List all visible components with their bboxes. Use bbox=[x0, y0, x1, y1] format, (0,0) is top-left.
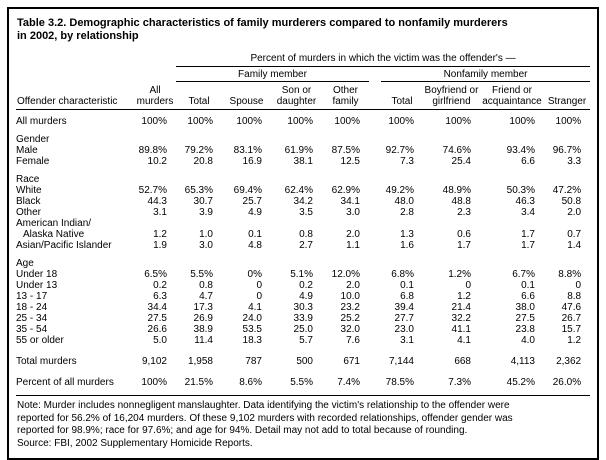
row-label: All murders bbox=[16, 116, 67, 127]
column-gap bbox=[369, 67, 381, 82]
note-line: reported for 98.9%; race for 97.6%; and age for 94%. Detail may not add to total because of rounding. bbox=[17, 425, 468, 436]
row-label: Under 18 bbox=[16, 269, 58, 280]
column-header-son-or-daughter: Son or daughter bbox=[271, 82, 322, 110]
header-spacer bbox=[16, 67, 176, 82]
cell: 0.8 bbox=[199, 280, 213, 291]
row-label: 13 - 17 bbox=[16, 291, 48, 302]
table-row bbox=[16, 145, 590, 156]
cell: 0.2 bbox=[299, 280, 313, 291]
note-line: reported for 56.2% of 16,204 murders. Of these 9,102 murders with recorded relationships, offender gender was bbox=[17, 412, 513, 424]
cell: 23.0 bbox=[394, 324, 414, 335]
table-row bbox=[16, 185, 590, 196]
cell: 11.4 bbox=[194, 335, 213, 346]
cell: 100% bbox=[334, 116, 360, 127]
cell: 33.9 bbox=[293, 313, 313, 324]
cell: 38.0 bbox=[515, 302, 535, 313]
cell: 100% bbox=[141, 377, 167, 388]
cell: 7.3 bbox=[400, 156, 414, 167]
column-gap bbox=[369, 324, 381, 335]
table-row bbox=[16, 207, 590, 218]
cell bbox=[271, 251, 322, 269]
cell: 0.7 bbox=[567, 229, 582, 240]
table-row bbox=[16, 313, 590, 324]
cell: 27.5 bbox=[515, 313, 535, 324]
column-gap bbox=[369, 145, 381, 156]
cell: 0.6 bbox=[457, 229, 471, 240]
nonfamily-group-header: Nonfamily member bbox=[381, 67, 590, 82]
cell bbox=[423, 251, 480, 269]
row-label: Gender bbox=[16, 134, 50, 145]
table-title-line1: Table 3.2. Demographic characteristics of family murderers compared to nonfamily murderers bbox=[17, 17, 508, 29]
cell: 61.9% bbox=[284, 145, 313, 156]
cell: 3.4 bbox=[521, 207, 535, 218]
cell: 0.8 bbox=[299, 229, 313, 240]
column-header-boyfriend-or-girlfriend: Boyfriend or girlfriend bbox=[423, 82, 480, 110]
cell: 27.5 bbox=[147, 313, 167, 324]
cell: 2,362 bbox=[556, 356, 582, 367]
cell: 6.6 bbox=[521, 291, 535, 302]
cell bbox=[322, 127, 369, 145]
cell: 0 bbox=[256, 291, 262, 302]
row-label: Black bbox=[16, 196, 41, 207]
cell: 34.2 bbox=[293, 196, 313, 207]
cell: 1.1 bbox=[346, 240, 360, 251]
row-label: Under 13 bbox=[16, 280, 58, 291]
cell: 0.2 bbox=[153, 280, 167, 291]
cell bbox=[222, 251, 271, 269]
cell: 49.2% bbox=[385, 185, 414, 196]
cell: 26.9 bbox=[193, 313, 213, 324]
cell: 92.7% bbox=[385, 145, 414, 156]
column-gap bbox=[369, 313, 381, 324]
cell: 25.4 bbox=[451, 156, 471, 167]
cell: 3.0 bbox=[199, 240, 213, 251]
table-row bbox=[16, 218, 590, 240]
cell: 7.3% bbox=[448, 377, 471, 388]
cell: 4.1 bbox=[248, 302, 262, 313]
table-row bbox=[16, 324, 590, 335]
header-spacer bbox=[16, 53, 176, 67]
cell: 500 bbox=[296, 356, 313, 367]
cell: 25.0 bbox=[293, 324, 313, 335]
cell bbox=[222, 127, 271, 145]
column-header-nonfamily-total: Total bbox=[381, 82, 423, 110]
cell: 4.1 bbox=[457, 335, 471, 346]
cell: 100% bbox=[509, 116, 535, 127]
table-row bbox=[16, 367, 590, 388]
cell: 6.6 bbox=[521, 156, 535, 167]
cell: 4,113 bbox=[510, 356, 535, 367]
column-gap bbox=[369, 207, 381, 218]
cell: 2.8 bbox=[400, 207, 414, 218]
cell: 34.1 bbox=[340, 196, 360, 207]
cell: 69.4% bbox=[233, 185, 262, 196]
cell bbox=[176, 127, 222, 145]
table-row bbox=[16, 269, 590, 280]
cell: 100% bbox=[555, 116, 582, 127]
cell bbox=[480, 251, 544, 269]
cell: 2.0 bbox=[346, 280, 360, 291]
row-label: Race bbox=[16, 174, 40, 185]
cell bbox=[271, 127, 322, 145]
cell: 2.0 bbox=[346, 229, 360, 240]
cell bbox=[423, 167, 480, 185]
cell: 24.0 bbox=[242, 313, 262, 324]
table-row bbox=[16, 240, 590, 251]
cell: 1.2 bbox=[567, 335, 582, 346]
table-row bbox=[16, 251, 590, 269]
cell: 4.9 bbox=[248, 207, 262, 218]
cell: 47.2% bbox=[552, 185, 582, 196]
row-label: Female bbox=[16, 156, 50, 167]
column-gap bbox=[369, 251, 381, 269]
cell: 32.2 bbox=[451, 313, 471, 324]
cell: 0 bbox=[575, 280, 582, 291]
column-gap bbox=[369, 335, 381, 346]
row-label: 18 - 24 bbox=[16, 302, 48, 313]
column-header-friend-or-acquaintance: Friend or acquaintance bbox=[480, 82, 544, 110]
cell: 23.8 bbox=[515, 324, 535, 335]
cell bbox=[480, 167, 544, 185]
cell: 62.4% bbox=[284, 185, 313, 196]
cell: 3.1 bbox=[153, 207, 167, 218]
table-title-line2: in 2002, by relationship bbox=[17, 30, 139, 42]
cell: 1.7 bbox=[457, 240, 471, 251]
cell: 6.8% bbox=[391, 269, 414, 280]
table-row bbox=[16, 167, 590, 185]
cell: 30.7 bbox=[193, 196, 213, 207]
family-group-header: Family member bbox=[176, 67, 369, 82]
table-frame bbox=[7, 7, 599, 460]
cell: 100% bbox=[141, 116, 167, 127]
cell: 25.2 bbox=[340, 313, 360, 324]
cell: 5.5% bbox=[190, 269, 213, 280]
column-gap bbox=[369, 346, 381, 367]
cell bbox=[322, 167, 369, 185]
cell: 787 bbox=[245, 356, 262, 367]
row-label: White bbox=[16, 185, 42, 196]
row-label: 55 or older bbox=[16, 335, 64, 346]
row-label: Male bbox=[16, 145, 38, 156]
cell: 26.7 bbox=[561, 313, 582, 324]
cell: 15.7 bbox=[561, 324, 582, 335]
row-label: Percent of all murders bbox=[16, 377, 114, 388]
cell: 10.0 bbox=[340, 291, 360, 302]
cell bbox=[381, 167, 423, 185]
table-row bbox=[16, 196, 590, 207]
cell: 1.3 bbox=[400, 229, 414, 240]
cell: 18.3 bbox=[242, 335, 262, 346]
source-line: Source: FBI, 2002 Supplementary Homicide Reports. bbox=[17, 437, 253, 449]
column-header-family-total: Total bbox=[176, 82, 222, 110]
cell: 30.3 bbox=[293, 302, 313, 313]
cell: 4.7 bbox=[199, 291, 213, 302]
cell bbox=[134, 127, 176, 145]
cell: 6.3 bbox=[153, 291, 167, 302]
cell: 0 bbox=[256, 280, 262, 291]
cell: 2.0 bbox=[567, 207, 582, 218]
column-gap bbox=[369, 240, 381, 251]
column-gap bbox=[369, 291, 381, 302]
row-label: Asian/Pacific Islander bbox=[16, 240, 112, 251]
cell: 25.7 bbox=[242, 196, 262, 207]
table-row bbox=[16, 335, 590, 346]
column-header-spouse: Spouse bbox=[222, 82, 271, 110]
cell: 50.8 bbox=[561, 196, 582, 207]
cell: 32.0 bbox=[340, 324, 360, 335]
cell: 4.0 bbox=[521, 335, 535, 346]
table-row bbox=[16, 302, 590, 313]
cell: 6.7% bbox=[512, 269, 535, 280]
cell: 26.0% bbox=[552, 377, 582, 388]
cell: 9,102 bbox=[141, 356, 167, 367]
column-gap bbox=[369, 82, 381, 110]
cell: 1.9 bbox=[153, 240, 167, 251]
column-gap bbox=[369, 167, 381, 185]
cell: 0.1 bbox=[400, 280, 414, 291]
column-gap bbox=[369, 280, 381, 291]
cell bbox=[544, 167, 590, 185]
cell: 5.1% bbox=[290, 269, 313, 280]
cell: 7.4% bbox=[337, 377, 360, 388]
cell: 27.7 bbox=[394, 313, 414, 324]
cell: 53.5 bbox=[242, 324, 262, 335]
cell: 38.1 bbox=[293, 156, 313, 167]
cell: 39.4 bbox=[394, 302, 414, 313]
cell: 6.5% bbox=[144, 269, 167, 280]
cell bbox=[544, 251, 590, 269]
cell: 23.2 bbox=[340, 302, 360, 313]
cell: 4.8 bbox=[248, 240, 262, 251]
cell: 38.9 bbox=[193, 324, 213, 335]
cell: 1.0 bbox=[199, 229, 213, 240]
cell bbox=[271, 167, 322, 185]
row-label: Total murders bbox=[16, 356, 77, 367]
cell: 83.1% bbox=[233, 145, 262, 156]
table-row bbox=[16, 280, 590, 291]
table-title bbox=[17, 17, 590, 43]
cell bbox=[381, 127, 423, 145]
table-row bbox=[16, 291, 590, 302]
cell: 96.7% bbox=[552, 145, 582, 156]
cell: 1.7 bbox=[521, 229, 535, 240]
percent-span-header: Percent of murders in which the victim was the offender's — bbox=[176, 53, 590, 67]
cell: 6.8 bbox=[400, 291, 414, 302]
table-row bbox=[16, 127, 590, 145]
cell: 100% bbox=[445, 116, 471, 127]
column-gap bbox=[369, 367, 381, 388]
cell bbox=[381, 251, 423, 269]
cell: 1,958 bbox=[187, 356, 213, 367]
cell: 7.6 bbox=[346, 335, 360, 346]
cell: 48.9% bbox=[442, 185, 471, 196]
table-note bbox=[17, 400, 590, 450]
cell: 8.8% bbox=[558, 269, 582, 280]
column-gap bbox=[369, 185, 381, 196]
cell: 93.4% bbox=[506, 145, 535, 156]
cell bbox=[134, 167, 176, 185]
cell: 20.8 bbox=[193, 156, 213, 167]
table-row bbox=[16, 110, 590, 128]
cell bbox=[423, 127, 480, 145]
column-header-all-murders: All murders bbox=[134, 82, 176, 110]
cell: 48.0 bbox=[394, 196, 414, 207]
cell: 0% bbox=[247, 269, 262, 280]
cell: 3.1 bbox=[400, 335, 414, 346]
column-header-offender-characteristic: Offender characteristic bbox=[16, 82, 134, 110]
cell: 12.0% bbox=[331, 269, 360, 280]
row-label: Age bbox=[16, 258, 34, 269]
cell bbox=[544, 127, 590, 145]
cell: 12.5 bbox=[340, 156, 360, 167]
column-gap bbox=[369, 110, 381, 128]
cell: 62.9% bbox=[331, 185, 360, 196]
cell: 1.6 bbox=[400, 240, 414, 251]
table-body bbox=[16, 110, 590, 389]
column-header-other-family: Other family bbox=[322, 82, 369, 110]
cell: 26.6 bbox=[147, 324, 167, 335]
table-row bbox=[16, 156, 590, 167]
column-gap bbox=[369, 196, 381, 207]
cell: 47.6 bbox=[561, 302, 582, 313]
cell: 78.5% bbox=[385, 377, 414, 388]
table-header bbox=[16, 53, 590, 110]
cell bbox=[176, 167, 222, 185]
cell: 3.5 bbox=[299, 207, 313, 218]
cell: 100% bbox=[287, 116, 313, 127]
cell: 671 bbox=[343, 356, 360, 367]
cell: 45.2% bbox=[506, 377, 535, 388]
column-gap bbox=[369, 302, 381, 313]
cell: 34.4 bbox=[147, 302, 167, 313]
cell: 1.2 bbox=[153, 229, 167, 240]
cell: 17.3 bbox=[193, 302, 213, 313]
cell: 1.2 bbox=[457, 291, 471, 302]
cell bbox=[176, 251, 222, 269]
cell: 1.7 bbox=[521, 240, 535, 251]
cell: 0.1 bbox=[248, 229, 262, 240]
column-gap bbox=[369, 269, 381, 280]
cell bbox=[480, 127, 544, 145]
cell: 52.7% bbox=[138, 185, 167, 196]
cell: 8.6% bbox=[239, 377, 262, 388]
cell: 7,144 bbox=[388, 356, 414, 367]
cell: 89.8% bbox=[138, 145, 167, 156]
stats-table bbox=[16, 53, 590, 388]
cell: 100% bbox=[236, 116, 262, 127]
cell: 41.1 bbox=[451, 324, 471, 335]
note-line: Note: Murder includes nonnegligent manslaughter. Data identifying the victim's relationship to the offender were bbox=[17, 400, 510, 411]
cell: 21.5% bbox=[184, 377, 213, 388]
row-label: American Indian/ Alaska Native bbox=[16, 218, 92, 240]
column-gap bbox=[369, 218, 381, 240]
cell: 3.3 bbox=[567, 156, 582, 167]
cell: 2.7 bbox=[299, 240, 313, 251]
column-gap bbox=[369, 127, 381, 145]
cell: 0.1 bbox=[521, 280, 535, 291]
cell: 5.7 bbox=[299, 335, 313, 346]
cell bbox=[134, 251, 176, 269]
cell: 74.6% bbox=[442, 145, 471, 156]
cell: 1.2% bbox=[448, 269, 471, 280]
cell: 16.9 bbox=[242, 156, 262, 167]
cell: 65.3% bbox=[184, 185, 213, 196]
cell: 3.0 bbox=[346, 207, 360, 218]
cell: 5.5% bbox=[290, 377, 313, 388]
cell bbox=[322, 251, 369, 269]
cell: 44.3 bbox=[147, 196, 167, 207]
note-divider bbox=[16, 395, 590, 396]
cell: 100% bbox=[187, 116, 213, 127]
cell: 87.5% bbox=[331, 145, 360, 156]
cell: 79.2% bbox=[184, 145, 213, 156]
cell: 46.3 bbox=[515, 196, 535, 207]
cell: 100% bbox=[388, 116, 414, 127]
cell: 0 bbox=[465, 280, 471, 291]
cell: 5.0 bbox=[153, 335, 167, 346]
cell: 2.3 bbox=[457, 207, 471, 218]
row-label: Other bbox=[16, 207, 42, 218]
cell: 1.4 bbox=[567, 240, 582, 251]
cell: 10.2 bbox=[147, 156, 167, 167]
cell: 3.9 bbox=[199, 207, 213, 218]
row-label: 35 - 54 bbox=[16, 324, 48, 335]
cell: 8.8 bbox=[567, 291, 582, 302]
cell: 668 bbox=[454, 356, 471, 367]
row-label: 25 - 34 bbox=[16, 313, 48, 324]
cell: 50.3% bbox=[506, 185, 535, 196]
column-gap bbox=[369, 156, 381, 167]
cell: 4.9 bbox=[299, 291, 313, 302]
cell: 21.4 bbox=[451, 302, 471, 313]
table-row bbox=[16, 346, 590, 367]
cell bbox=[222, 167, 271, 185]
cell: 48.8 bbox=[451, 196, 471, 207]
column-header-stranger: Stranger bbox=[544, 82, 590, 110]
